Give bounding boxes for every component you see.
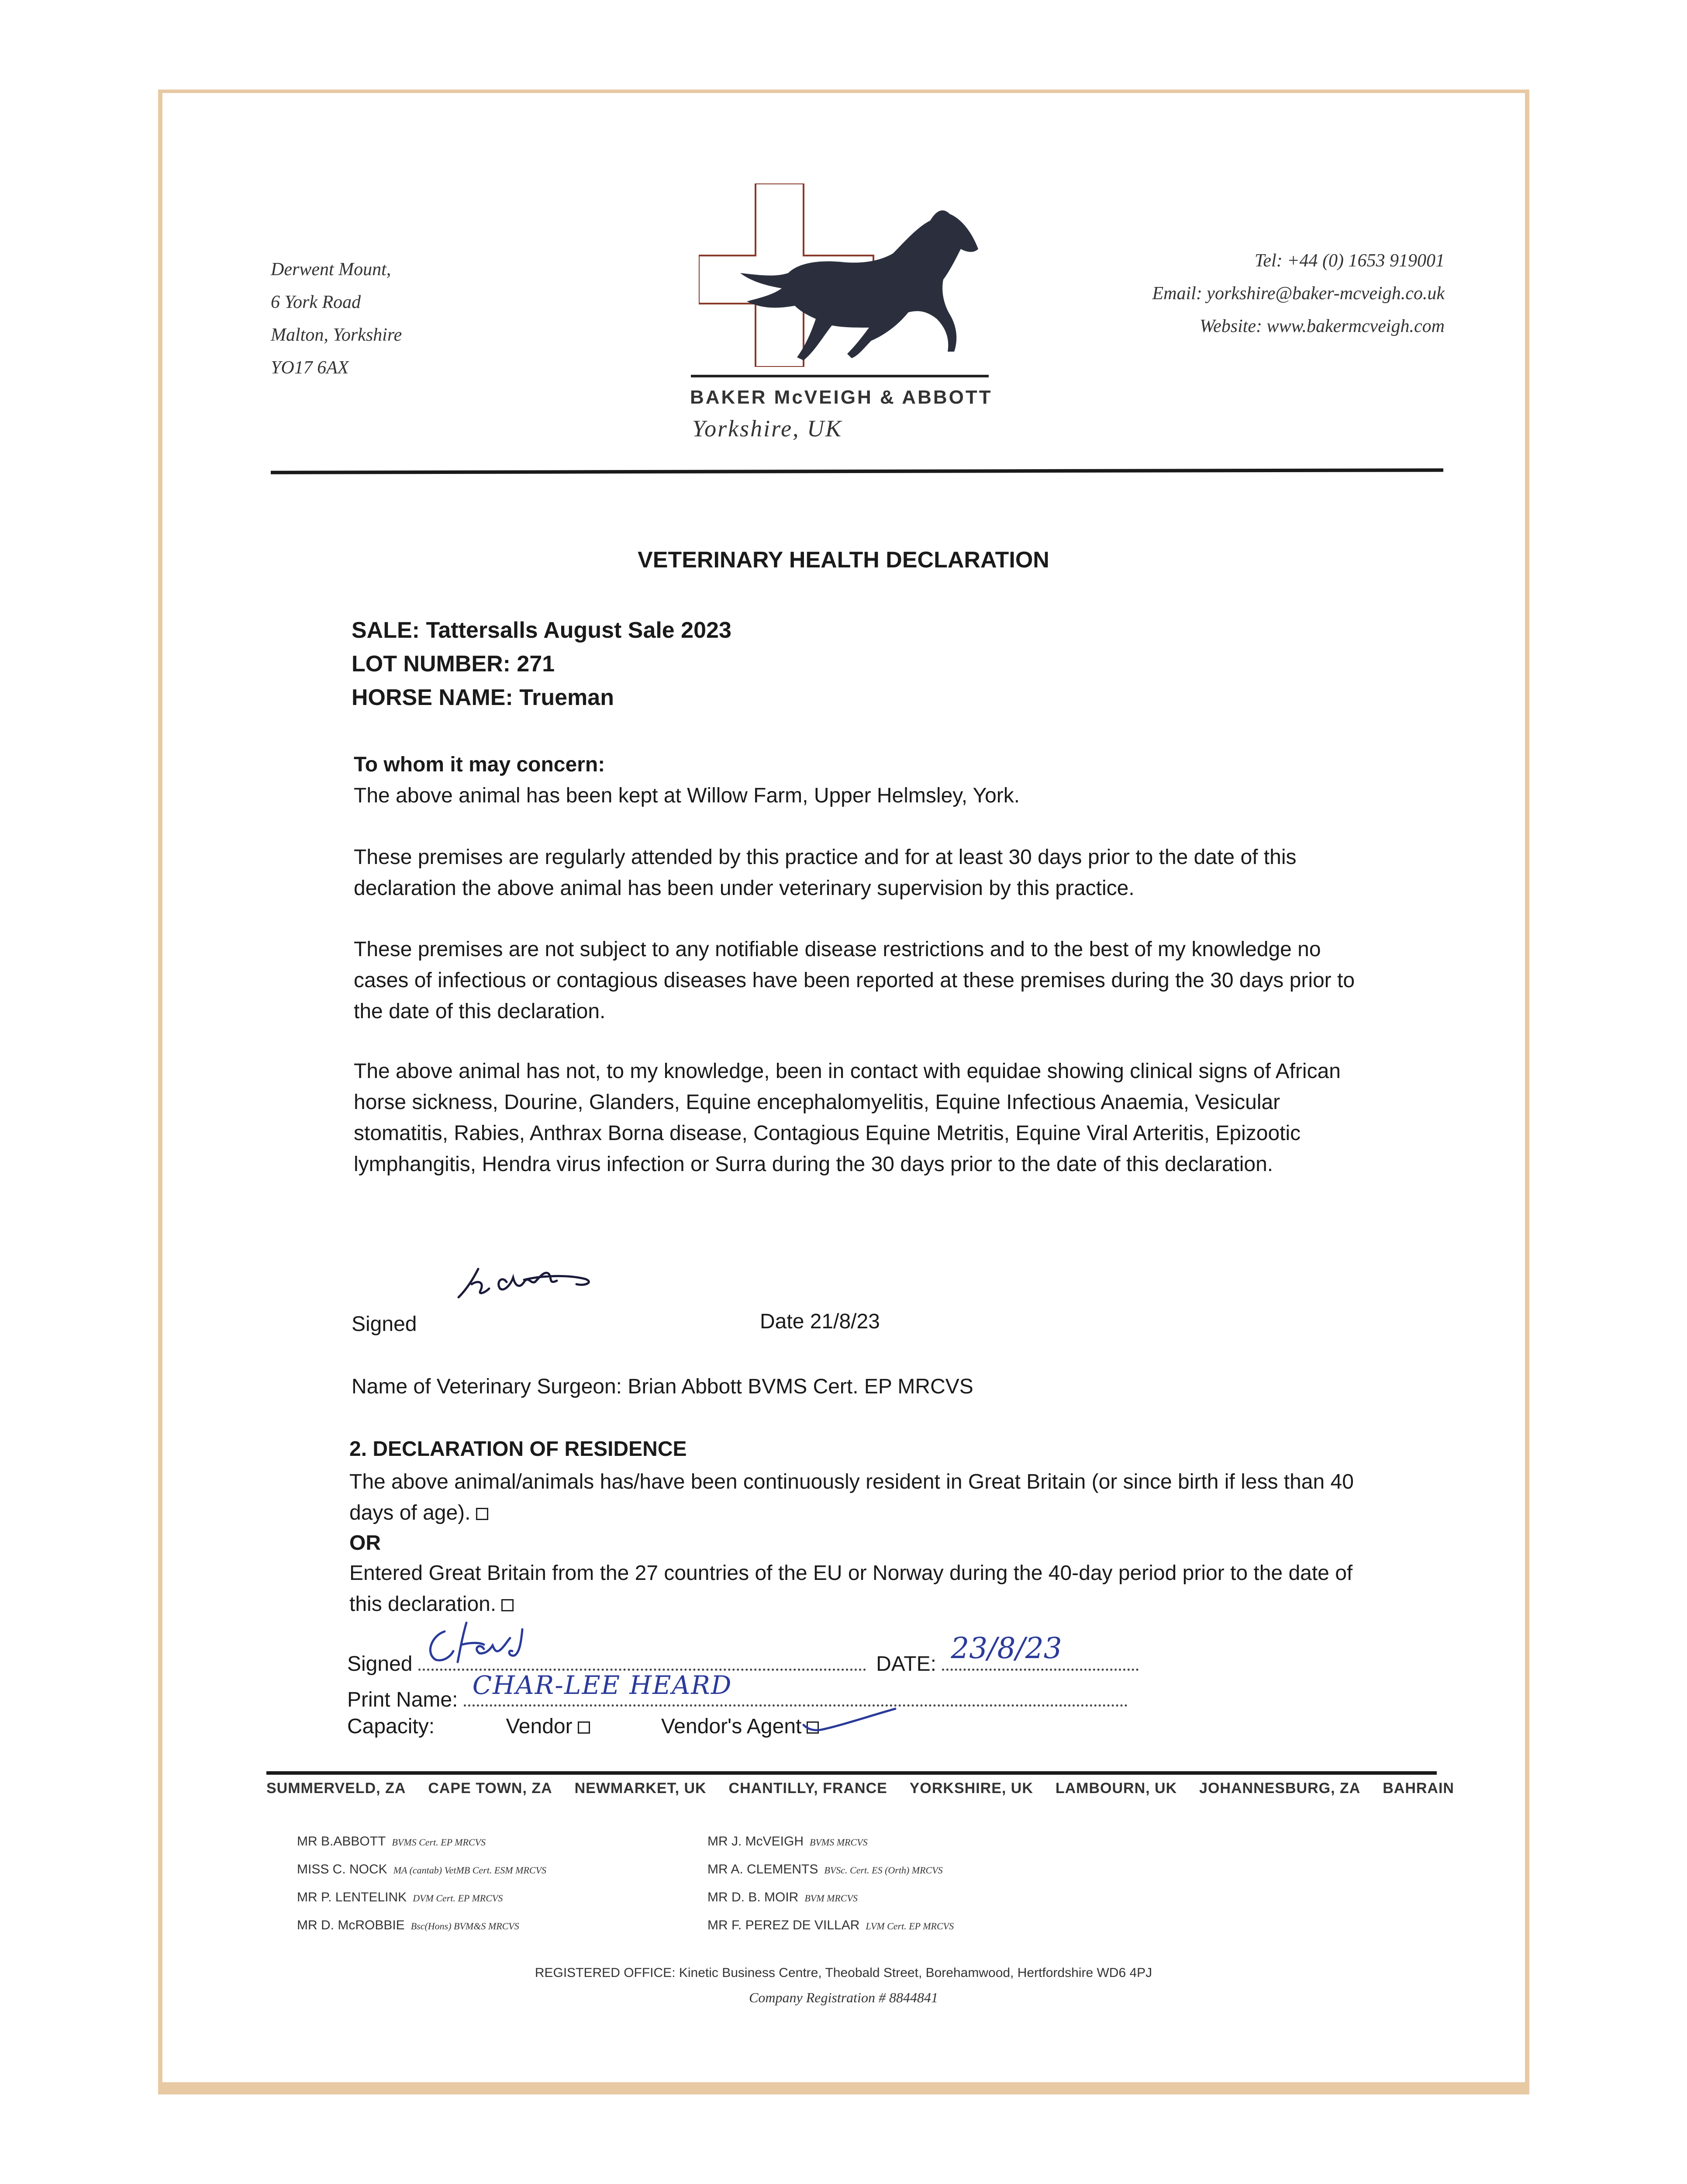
residence-option-2-checkbox[interactable] bbox=[501, 1599, 514, 1611]
partner-quals: LVM Cert. EP MRCVS bbox=[866, 1921, 954, 1932]
capacity-row bbox=[347, 1714, 819, 1738]
practice-address bbox=[271, 253, 402, 384]
footer-divider bbox=[266, 1771, 1437, 1775]
residence-option-2-text: Entered Great Britain from the 27 countries of the EU or Norway during the 40-day period prior to the date of this declaration. bbox=[349, 1562, 1353, 1616]
address-line: YO17 6AX bbox=[271, 358, 349, 378]
partner-entry bbox=[707, 1856, 954, 1884]
partner-quals: MA (cantab) VetMB Cert. ESM MRCVS bbox=[393, 1865, 546, 1876]
surgeon-name: Name of Veterinary Surgeon: Brian Abbott BVMS Cert. EP MRCVS bbox=[352, 1375, 973, 1398]
residence-option-2 bbox=[349, 1558, 1363, 1620]
vendor-label: Vendor bbox=[506, 1715, 573, 1738]
partner-name: MR B.ABBOTT bbox=[297, 1834, 386, 1849]
paragraph-supervision: These premises are regularly attended by this practice and for at least 30 days prior to the date of this declaration the above animal has been under veterinary supervision by this practice. bbox=[354, 846, 1297, 900]
print-name-label: Print Name: bbox=[347, 1688, 458, 1711]
paragraph-restrictions: These premises are not subject to any notifiable disease restrictions and to the best of my knowledge no cases of infectious or contagious diseases have been reported at these premises during the 30 days prior to the date of this declaration. bbox=[354, 938, 1355, 1023]
vendor-signature-icon bbox=[418, 1618, 549, 1666]
residence-option-1 bbox=[349, 1466, 1363, 1528]
website-line: Website: www.bakermcveigh.com bbox=[1199, 316, 1445, 336]
partner-name: MR D. McROBBIE bbox=[297, 1918, 405, 1932]
or-label: OR bbox=[349, 1531, 381, 1555]
partner-name: MR A. CLEMENTS bbox=[707, 1862, 818, 1876]
residence-option-1-text: The above animal/animals has/have been continuously resident in Great Britain (or since birth if less than 40 days of age). bbox=[349, 1470, 1354, 1524]
document-title: VETERINARY HEALTH DECLARATION bbox=[638, 547, 1049, 573]
practice-logo bbox=[699, 183, 987, 367]
concern-block bbox=[354, 749, 1358, 811]
handwritten-date: 23/8/23 bbox=[951, 1631, 1062, 1665]
partner-quals: DVM Cert. EP MRCVS bbox=[413, 1893, 503, 1904]
partners-right bbox=[707, 1828, 954, 1940]
address-line: Derwent Mount, bbox=[271, 259, 391, 280]
partner-quals: BVM MRCVS bbox=[804, 1893, 858, 1904]
handwritten-name: CHAR-LEE HEARD bbox=[472, 1670, 732, 1700]
partner-entry bbox=[297, 1912, 546, 1940]
registered-office: REGISTERED OFFICE: Kinetic Business Centre, Theobald Street, Borehamwood, Hertfordshire WD6 4PJ bbox=[535, 1966, 1152, 1980]
print-name-field[interactable] bbox=[464, 1670, 1128, 1707]
partner-entry bbox=[707, 1828, 954, 1856]
date-row-label: DATE: bbox=[876, 1652, 936, 1676]
partner-entry bbox=[297, 1856, 546, 1884]
vendor-checkbox[interactable] bbox=[578, 1721, 590, 1734]
concern-heading: To whom it may concern: bbox=[354, 753, 605, 776]
sale-details bbox=[352, 614, 731, 715]
capacity-label: Capacity: bbox=[347, 1715, 435, 1738]
partner-entry bbox=[297, 1884, 546, 1912]
residence-option-1-checkbox[interactable] bbox=[476, 1508, 488, 1520]
partner-name: MR P. LENTELINK bbox=[297, 1890, 407, 1904]
practice-contact bbox=[1152, 245, 1445, 343]
partner-entry bbox=[707, 1912, 954, 1940]
tick-mark-icon bbox=[799, 1705, 900, 1736]
partner-quals: BVSc. Cert. ES (Orth) MRCVS bbox=[824, 1865, 943, 1876]
sale-line: SALE: Tattersalls August Sale 2023 bbox=[352, 618, 731, 643]
partner-name: MR J. McVEIGH bbox=[707, 1834, 804, 1849]
horse-name-line: HORSE NAME: Trueman bbox=[352, 685, 614, 710]
location-item: CHANTILLY, FRANCE bbox=[728, 1780, 887, 1797]
vet-signature bbox=[454, 1258, 620, 1306]
partner-quals: BVMS Cert. EP MRCVS bbox=[392, 1837, 486, 1848]
vendor-agent-checkbox[interactable] bbox=[807, 1721, 819, 1734]
partner-name: MR D. B. MOIR bbox=[707, 1890, 799, 1904]
print-name-row bbox=[347, 1670, 1128, 1712]
company-registration: Company Registration # 8844841 bbox=[749, 1990, 938, 2005]
partner-name: MR F. PEREZ DE VILLAR bbox=[707, 1918, 860, 1932]
signed-row-label: Signed bbox=[347, 1652, 413, 1676]
address-line: 6 York Road bbox=[271, 292, 361, 312]
location-item: BAHRAIN bbox=[1383, 1780, 1454, 1797]
location-item: JOHANNESBURG, ZA bbox=[1199, 1780, 1361, 1797]
partners-left bbox=[297, 1828, 546, 1940]
location-item: NEWMARKET, UK bbox=[574, 1780, 707, 1797]
lot-number-line: LOT NUMBER: 271 bbox=[352, 651, 555, 677]
partner-name: MISS C. NOCK bbox=[297, 1862, 387, 1876]
residence-heading: 2. DECLARATION OF RESIDENCE bbox=[349, 1438, 687, 1461]
location-item: CAPE TOWN, ZA bbox=[428, 1780, 552, 1797]
location-item: LAMBOURN, UK bbox=[1055, 1780, 1177, 1797]
brand-underline bbox=[691, 375, 989, 377]
partner-entry bbox=[707, 1884, 954, 1912]
brand-location: Yorkshire, UK bbox=[692, 415, 843, 442]
phone-line: Tel: +44 (0) 1653 919001 bbox=[1254, 251, 1445, 271]
email-line: Email: yorkshire@baker-mcveigh.co.uk bbox=[1152, 283, 1445, 304]
cross-horse-logo-icon bbox=[699, 183, 987, 367]
partner-entry bbox=[297, 1828, 546, 1856]
signed-row bbox=[347, 1631, 1138, 1676]
paragraph-diseases: The above animal has not, to my knowledge, been in contact with equidae showing clinical signs of African horse sickness, Dourine, Glanders, Equine encephalomyelitis, Equine Infectious Anaemia, Vesicular stomatitis, Rabies, Anthrax Borna disease, Contagious Equine Metritis, Equine Viral Arteritis, Epizootic lymphangitis, Hendra virus infection or Surra during the 30 days prior to the date of this declaration. bbox=[354, 1060, 1341, 1176]
office-locations bbox=[266, 1780, 1454, 1797]
handwritten-signature-icon bbox=[454, 1258, 620, 1306]
signature-field[interactable] bbox=[418, 1651, 866, 1671]
signed-label: Signed bbox=[352, 1313, 417, 1336]
declaration-date: Date 21/8/23 bbox=[760, 1310, 880, 1333]
location-item: YORKSHIRE, UK bbox=[909, 1780, 1033, 1797]
kept-at-text: The above animal has been kept at Willow Farm, Upper Helmsley, York. bbox=[354, 784, 1020, 807]
brand-name: BAKER McVEIGH & ABBOTT bbox=[690, 387, 993, 408]
partner-quals: BVMS MRCVS bbox=[810, 1837, 868, 1848]
vendor-agent-label: Vendor's Agent bbox=[661, 1715, 802, 1738]
location-item: SUMMERVELD, ZA bbox=[266, 1780, 406, 1797]
address-line: Malton, Yorkshire bbox=[271, 325, 402, 345]
partner-quals: Bsc(Hons) BVM&S MRCVS bbox=[411, 1921, 519, 1932]
date-field[interactable] bbox=[942, 1631, 1138, 1671]
